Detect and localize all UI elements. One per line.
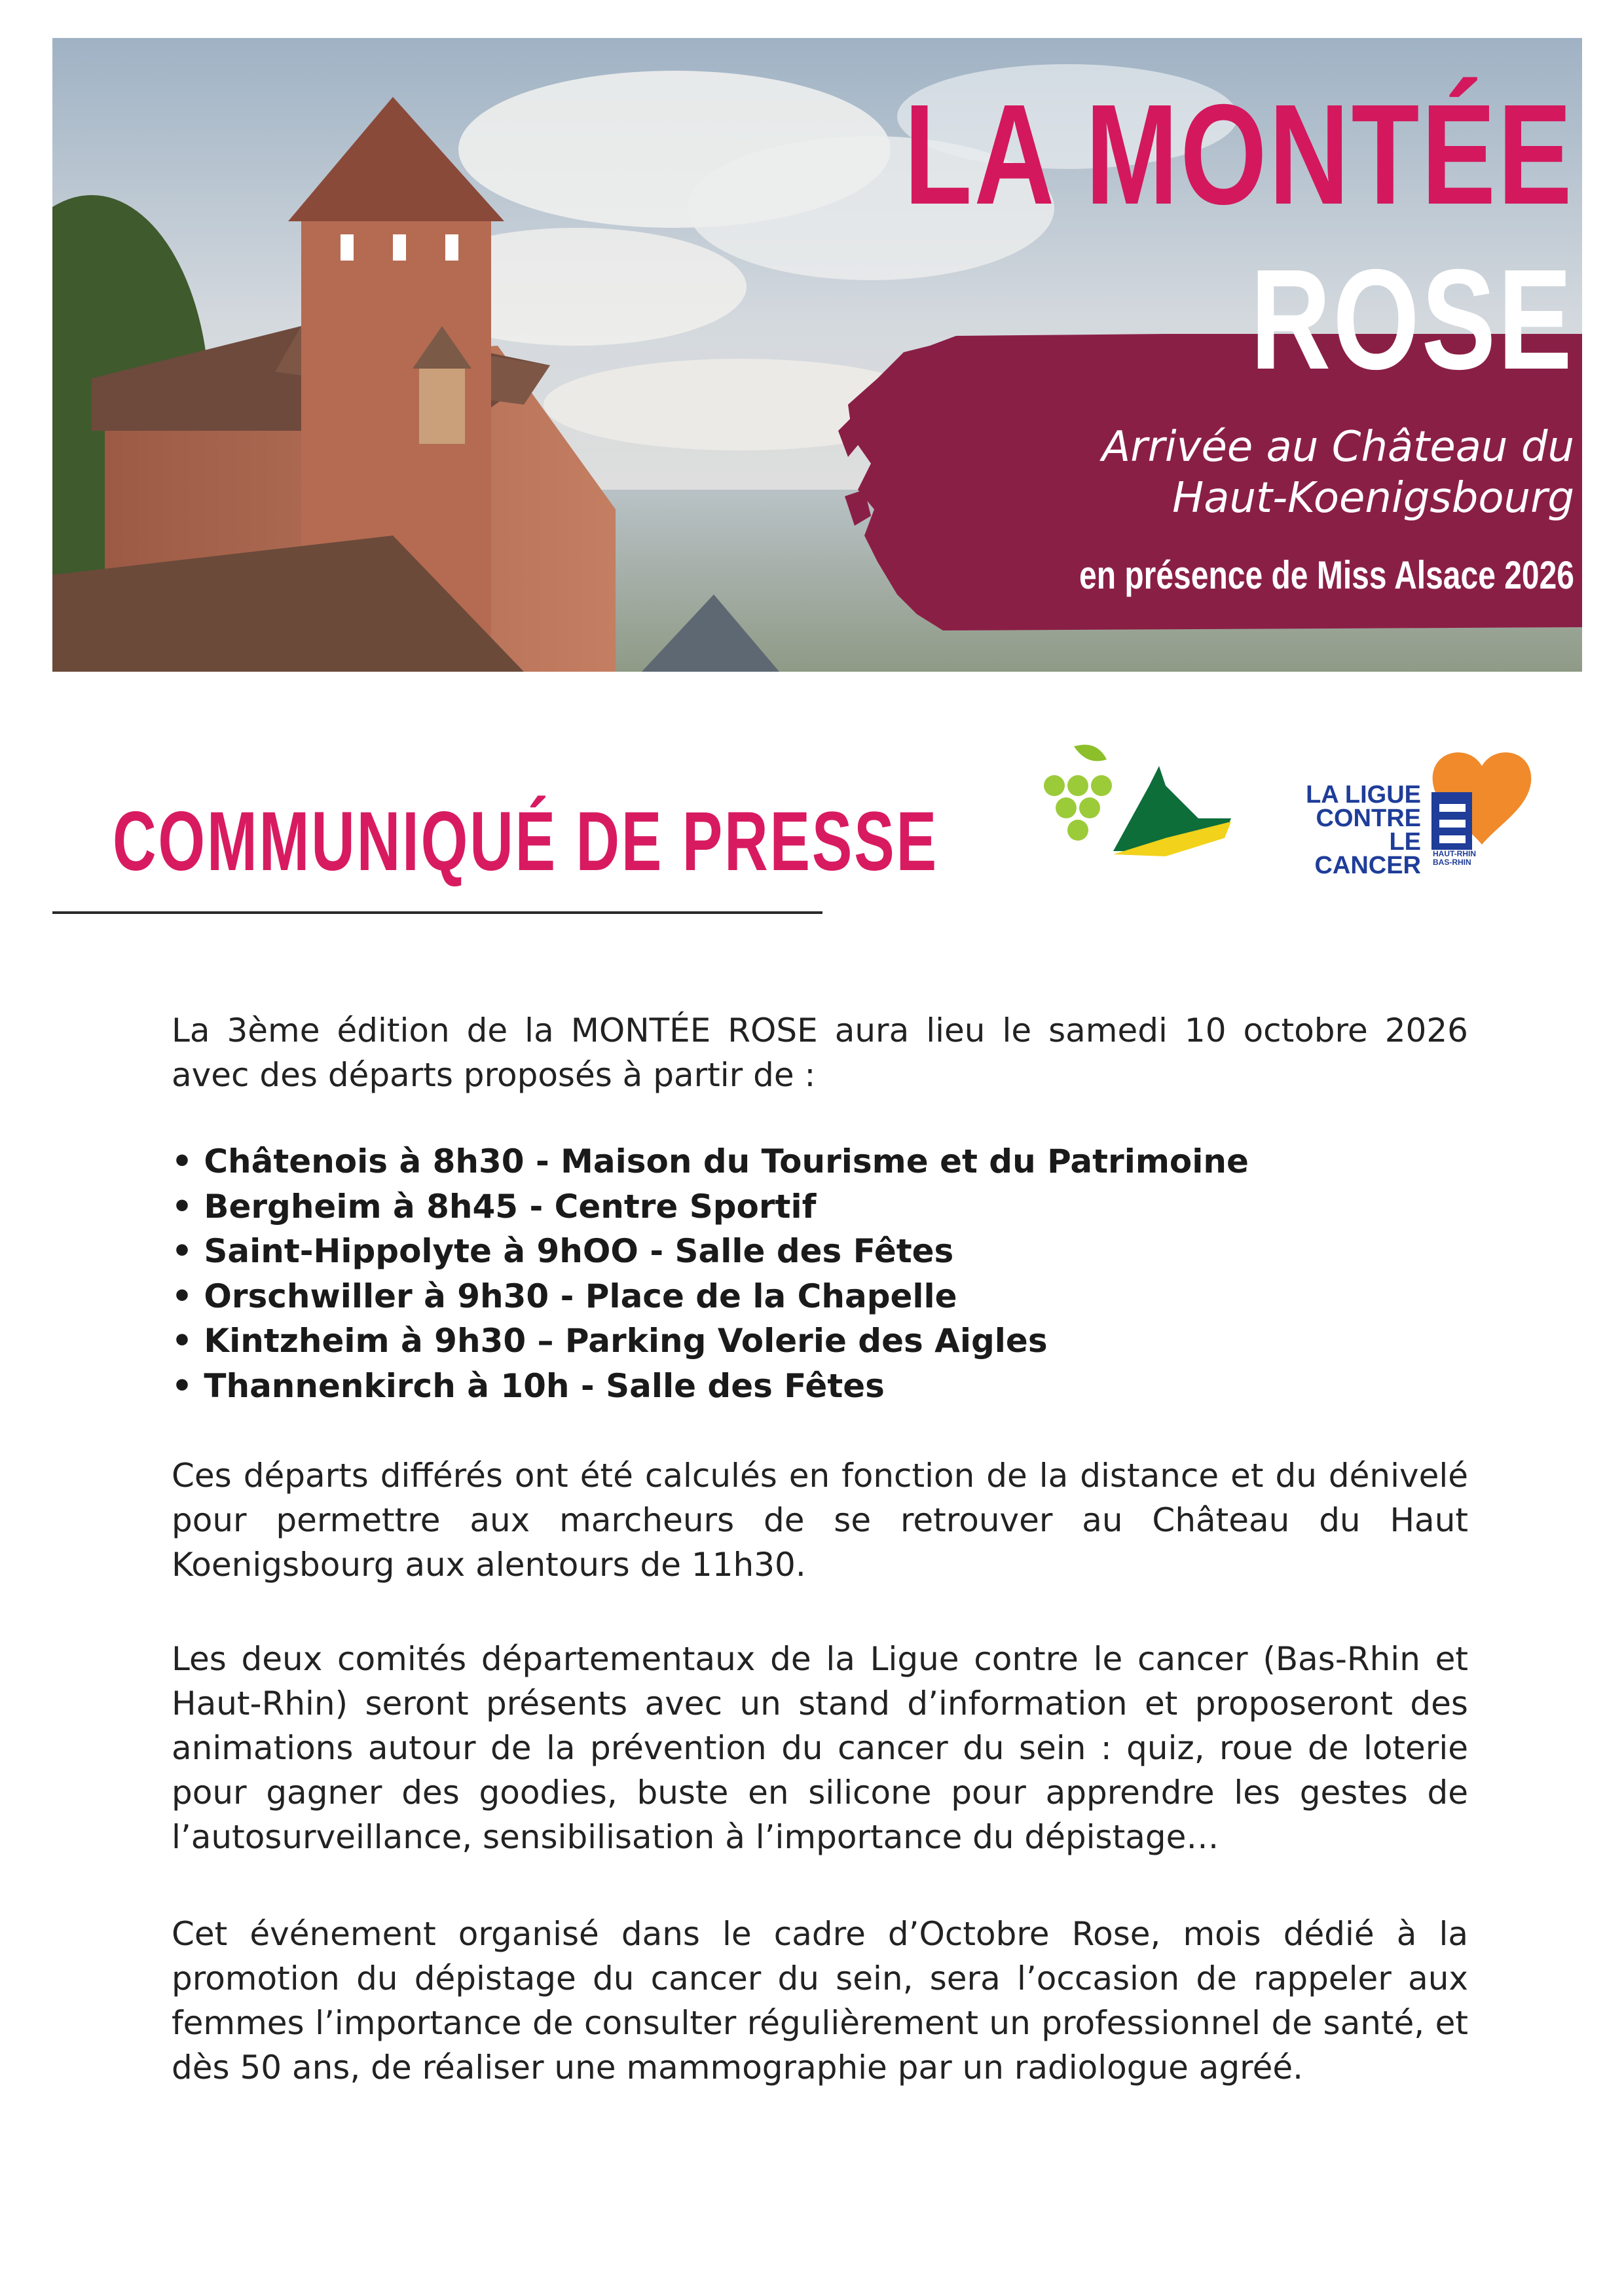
ligue-text-line1: LA LIGUE: [1306, 781, 1421, 809]
ligue-text-line3: LE CANCER: [1314, 828, 1421, 880]
departure-item: • Thannenkirch à 10h - Salle des Fêtes: [172, 1366, 885, 1405]
timing-paragraph: Ces départs différés ont été calculés en fonction de la distance et du dénivelé pour permettre aux marcheurs de se retrouver au Château du Haut Koenigsbourg aux alentours de 11h30.: [172, 1457, 1468, 1584]
banner-subtitle-line2: Haut-Koenigsbourg: [1172, 474, 1574, 522]
banner-title-line1: LA MONTÉE: [904, 75, 1574, 234]
departure-item: • Saint-Hippolyte à 9hOO - Salle des Fêtes: [172, 1232, 954, 1270]
ligue-activities-paragraph: Les deux comités départementaux de la Ligue contre le cancer (Bas-Rhin et Haut-Rhin) seront présents avec un stand d’information et proposeront des animations autour de la prévention du cancer du sein : quiz, roue de loterie pour gagner des goodies, buste en silicone pour apprendre les gestes de l’autosurveillance, sensibilisation à l’importance du dépistage…: [172, 1640, 1468, 1856]
ligue-logo-regions: [1433, 850, 1476, 867]
banner-title-line2: ROSE: [1250, 240, 1574, 399]
octobre-rose-paragraph: Cet événement organisé dans le cadre d’Octobre Rose, mois dédié à la promotion du dépistage du cancer du sein, sera l’occasion de rappeler aux femmes l’importance de consulter régulièrement un professionnel de santé, et dès 50 ans, de réaliser une mammographie par un radiologue agréé.: [172, 1915, 1468, 2086]
ligue-contre-le-cancer-logo: [1277, 740, 1539, 880]
banner-subtitle-line1: Arrivée au Château du: [1101, 423, 1574, 471]
title-divider: [52, 911, 822, 914]
ligue-text-line2: CONTRE: [1316, 805, 1421, 833]
ligue-heart-icon: [1426, 746, 1538, 851]
press-release-title: COMMUNIQUÉ DE PRESSE: [113, 795, 938, 888]
grapes-map-logo: [1035, 740, 1244, 864]
ligue-logo-text: [1277, 781, 1421, 880]
departure-item: • Bergheim à 8h45 - Centre Sportif: [172, 1187, 817, 1226]
ligue-region-1: HAUT-RHIN: [1433, 849, 1476, 858]
banner-tagline: en présence de Miss Alsace 2026: [1079, 553, 1574, 597]
departure-item: • Châtenois à 8h30 - Maison du Tourisme et du Patrimoine: [172, 1142, 1249, 1180]
ligue-region-2: BAS-RHIN: [1433, 858, 1471, 867]
departure-item: • Orschwiller à 9h30 - Place de la Chapelle: [172, 1277, 957, 1315]
intro-paragraph: La 3ème édition de la MONTÉE ROSE aura lieu le samedi 10 octobre 2026 avec des départs proposés à partir de :: [172, 1011, 1468, 1094]
departures-list: [172, 1139, 1468, 1408]
hero-banner: [52, 38, 1582, 672]
departure-item: • Kintzheim à 9h30 – Parking Volerie des Aigles: [172, 1322, 1048, 1360]
